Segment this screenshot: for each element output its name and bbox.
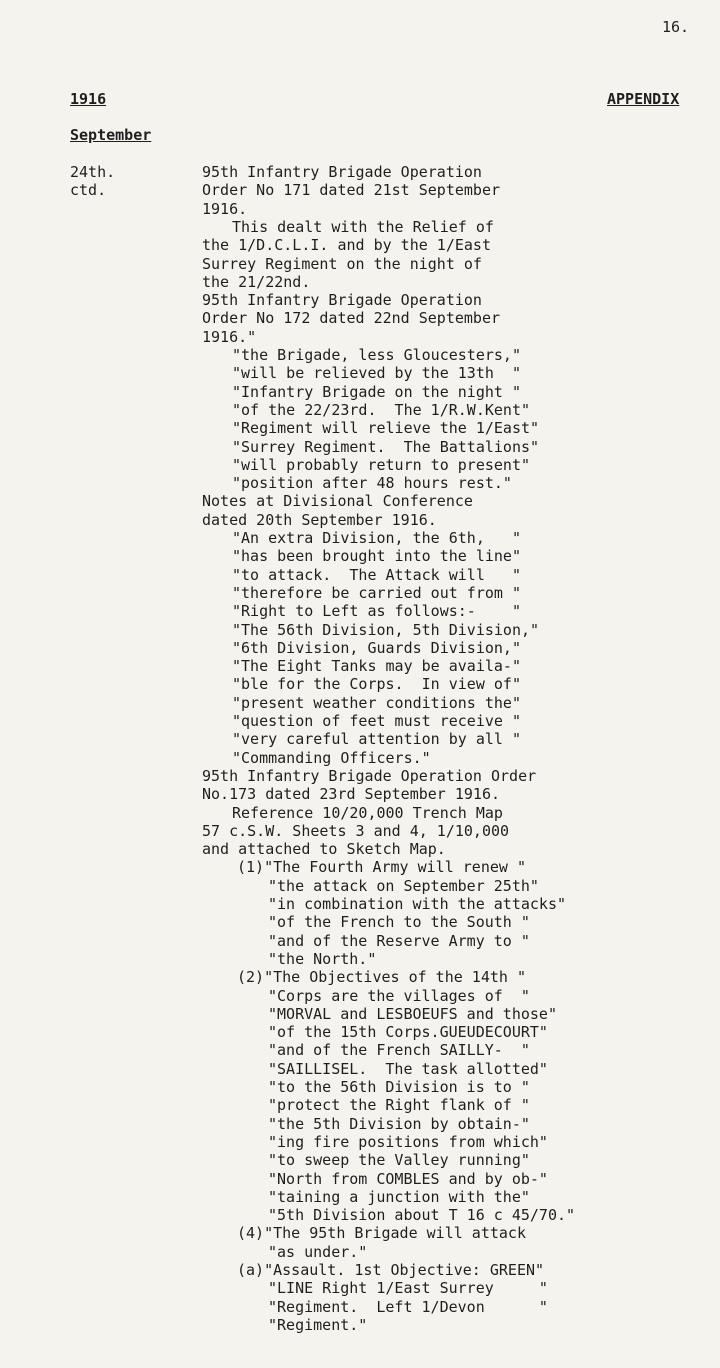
text-line: "SAILLISEL. The task allotted" [268,1059,548,1078]
text-line: "to the 56th Division is to " [268,1078,530,1096]
text-line: the 1/D.C.L.I. and by the 1/East [202,236,491,255]
text-line: 95th Infantry Brigade Operation Order [202,766,537,785]
page-number: 16. [662,18,690,36]
text-line: "to attack. The Attack will " [232,565,521,584]
text-line: "Infantry Brigade on the night " [232,382,521,401]
text-line: "in combination with the attacks" [268,895,567,913]
text-line: "Commanding Officers." [232,748,431,767]
text-line: "The 56th Division, 5th Division," [232,620,540,639]
text-line: "the 5th Division by obtain-" [268,1114,530,1133]
date-line: ctd. [70,181,107,199]
year-heading: 1916 [70,90,107,108]
text-line: "question of feet must receive " [232,712,521,730]
text-line: "Corps are the villages of " [268,986,530,1005]
date-line: 24th. [70,163,116,181]
text-line: "ble for the Corps. In view of" [232,675,521,694]
month-heading: September [70,126,152,144]
text-line: "MORVAL and LESBOEUFS and those" [268,1004,557,1023]
text-line: 95th Infantry Brigade Operation [202,163,482,181]
text-line: "5th Division about T 16 c 45/70." [268,1206,576,1225]
text-line: "has been brought into the line" [232,547,521,566]
text-line: Order No 172 dated 22nd September [202,309,501,328]
text-line: and attached to Sketch Map. [202,840,446,859]
text-line: "will probably return to present" [232,455,531,474]
text-line: "Regiment." [268,1315,368,1334]
text-line: "Surrey Regiment. The Battalions" [232,437,540,456]
text-line: "Regiment will relieve the 1/East" [232,419,540,438]
text-line: "of the 15th Corps.GUEUDECOURT" [268,1023,548,1042]
text-line: "protect the Right flank of " [268,1096,530,1115]
text-line: 95th Infantry Brigade Operation [202,291,482,310]
text-line: 1916. [202,199,248,218]
text-line: the 21/22nd. [202,272,311,291]
text-line: "of the 22/23rd. The 1/R.W.Kent" [232,400,531,419]
text-line: "taining a junction with the" [268,1187,530,1206]
text-line: "An extra Division, the 6th, " [232,529,521,547]
text-line: "the attack on September 25th" [268,876,539,895]
text-line: "therefore be carried out from " [232,583,521,602]
text-line: "The Eight Tanks may be availa-" [232,657,521,676]
text-line: "very careful attention by all " [232,730,521,749]
text-line: "of the French to the South " [268,913,530,932]
text-line: "6th Division, Guards Division," [232,638,521,657]
text-line: "as under." [268,1242,368,1261]
text-line: "Right to Left as follows:- " [232,602,521,621]
text-line: "the Brigade, less Gloucesters," [232,346,521,364]
text-line: "LINE Right 1/East Surrey " [268,1279,548,1298]
text-line: 1916." [202,327,257,346]
text-line: "present weather conditions the" [232,693,521,712]
text-line: "Regiment. Left 1/Devon " [268,1297,548,1316]
text-line: "will be relieved by the 13th " [232,364,521,383]
text-line: Notes at Divisional Conference [202,492,473,511]
text-line: (a)"Assault. 1st Objective: GREEN" [237,1261,545,1279]
text-line: Order No 171 dated 21st September [202,181,501,200]
text-line: 57 c.S.W. Sheets 3 and 4, 1/10,000 [202,821,510,840]
text-line: "position after 48 hours rest." [232,474,512,493]
text-line: This dealt with the Relief of [232,217,494,236]
text-line: (1)"The Fourth Army will renew " [237,858,526,877]
text-line: No.173 dated 23rd September 1916. [202,785,501,804]
entry-date [70,163,115,199]
text-line: (2)"The Objectives of the 14th " [237,968,526,987]
text-line: dated 20th September 1916. [202,510,437,529]
text-line: "to sweep the Valley running" [268,1151,530,1170]
text-line: (4)"The 95th Brigade will attack [237,1224,526,1243]
appendix-heading: APPENDIX [607,90,680,108]
text-line: "the North." [268,949,377,968]
text-line: "ing fire positions from which" [268,1132,548,1151]
text-line: Surrey Regiment on the night of [202,254,482,273]
text-line: Reference 10/20,000 Trench Map [232,803,503,822]
text-line: "and of the French SAILLY- " [268,1041,530,1060]
text-line: "North from COMBLES and by ob-" [268,1169,548,1188]
text-line: "and of the Reserve Army to " [268,931,530,950]
